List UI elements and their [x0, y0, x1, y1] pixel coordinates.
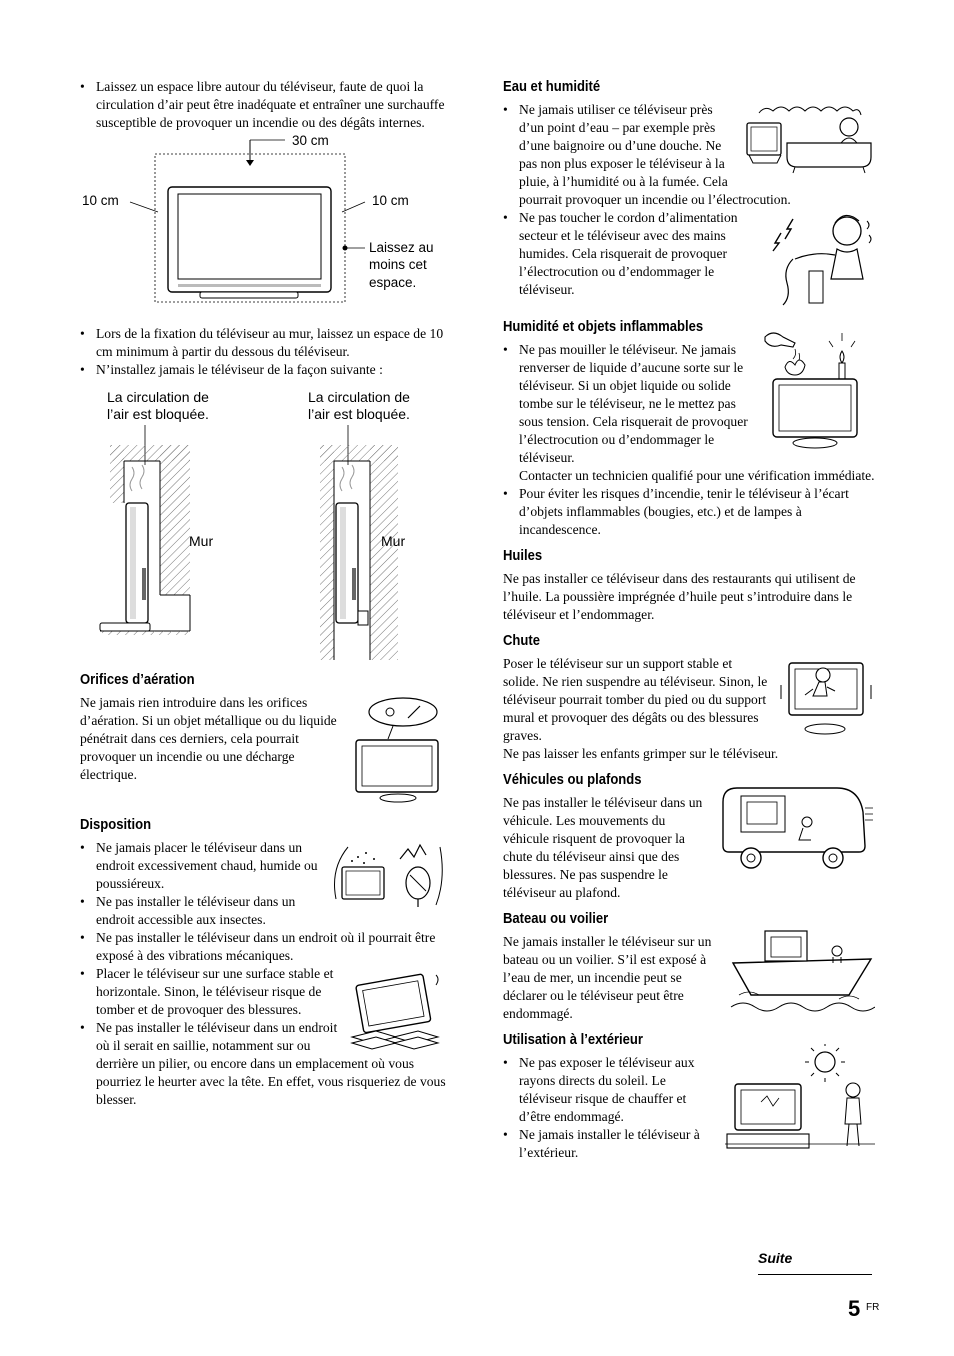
space-note-3: espace.: [369, 275, 417, 290]
humidite-bullet-1-extra: Contacter un technicien qualifié pour une vérification immédiate.: [519, 468, 875, 483]
caption-right-2: l’air est bloquée.: [308, 406, 410, 422]
exterieur-list: [503, 1054, 875, 1162]
disposition-bullet-3: • Ne pas installer le téléviseur dans un endroit où il pourrait être exposé à des vibrations mécaniques.: [80, 929, 448, 965]
humidite-list: [503, 341, 875, 539]
right-column: [503, 78, 875, 1162]
mount-list: [80, 325, 448, 379]
disposition-bullet-2: • Ne pas installer le téléviseur dans un endroit accessible aux insectes.: [80, 893, 448, 929]
heading-vehicules: Véhicules ou plafonds: [503, 772, 642, 788]
space-note-1: Laissez au: [369, 240, 434, 255]
caption-left-1: La circulation de: [107, 389, 209, 405]
intro-list: [80, 78, 448, 132]
heading-bateau: Bateau ou voilier: [503, 911, 609, 927]
section-huiles: [503, 547, 875, 624]
mount-bullet-2: • N’installez jamais le téléviseur de la façon suivante :: [80, 361, 448, 379]
eau-list: [503, 101, 875, 299]
vehicle-illustration: [715, 778, 875, 874]
boat-illustration: [729, 923, 875, 1019]
heading-orifices: Orifices d’aération: [80, 672, 195, 688]
caption-right-1: La circulation de: [308, 389, 410, 405]
humidite-bullet-1-text: Ne pas mouiller le téléviseur. Ne jamais renverser de liquide d’aucune sorte sur le téléviseur. Si un objet liquide ou solide tombe sur le téléviseur, ne le mettez pas sous tension. Cela risquerait de provoquer l’électrocution ou d’endommager le téléviseur.: [519, 342, 748, 465]
text-huiles: Ne pas installer ce téléviseur dans des restaurants qui utilisent de l’huile. La poussière imprégnée d’huile peut s’introduire dans le téléviseur et l’endommager.: [503, 571, 856, 622]
eau-bullet-2-text: Ne pas toucher le cordon d’alimentation secteur et le téléviseur avec des mains humides. Cela risquerait de provoquer l’électrocution ou d’endommager le téléviseur.: [519, 210, 738, 297]
text-orifices: Ne jamais rien introduire dans les orifices d’aération. Si un objet métallique ou du liquide pénétrait dans ces derniers, cela pourrait provoquer un incendie ou une décharge électrique.: [80, 695, 337, 782]
heading-exterieur: Utilisation à l’extérieur: [503, 1032, 643, 1048]
humidite-bullet-1: [503, 341, 875, 485]
section-vehicules: [503, 771, 875, 902]
section-bateau: [503, 910, 875, 1023]
exterieur-bullet-2: • Ne jamais installer le téléviseur à l’extérieur.: [503, 1126, 875, 1162]
section-humidite: [503, 318, 875, 539]
caption-left-2: l’air est bloquée.: [107, 406, 209, 422]
label-10cm-left: 10 cm: [82, 193, 119, 208]
wall-label-left: Mur: [189, 533, 214, 549]
humidite-bullet-2: • Pour éviter les risques d’incendie, tenir le téléviseur à l’écart d’objets inflammables (bougies, etc.) et de lampes à incandescence.: [503, 485, 875, 539]
text-vehicules: Ne pas installer le téléviseur dans un véhicule. Les mouvements du véhicule risquent de provoquer la chute du téléviseur ainsi que des blessures. Ne pas suspendre le téléviseur au plafond.: [503, 795, 703, 900]
text-chute-2: Ne pas laisser les enfants grimper sur le téléviseur.: [503, 746, 779, 761]
child-climbing-illustration: [775, 655, 875, 739]
section-exterieur: [503, 1031, 875, 1162]
wall-label-right: Mur: [381, 533, 406, 549]
disposition-bullet-1-text: Ne jamais placer le téléviseur dans un endroit excessivement chaud, humide ou poussiéreux.: [96, 840, 318, 891]
label-10cm-right: 10 cm: [372, 193, 409, 208]
heading-chute: Chute: [503, 633, 540, 649]
exterieur-bullet-1: [503, 1054, 875, 1126]
mount-bullet-1: • Lors de la fixation du téléviseur au mur, laissez un espace de 10 cm minimum à partir du dessous du téléviseur.: [80, 325, 448, 361]
heading-disposition: Disposition: [80, 817, 152, 833]
heading-eau: Eau et humidité: [503, 79, 601, 95]
label-30cm: 30 cm: [292, 133, 329, 148]
intro-bullet: • Laissez un espace libre autour du téléviseur, faute de quoi la circulation d’air peut être inadéquate et entraîner une surchauffe susceptible de provoquer un incendie ou des dégâts internes.: [80, 78, 448, 132]
continued-label: Suite: [758, 1248, 872, 1275]
page-language: FR: [866, 1302, 880, 1313]
wet-hands-illustration: [763, 211, 875, 307]
section-orifices: [80, 671, 448, 784]
eau-bullet-2: [503, 209, 875, 299]
section-disposition: [80, 816, 448, 1109]
section-chute: [503, 632, 875, 763]
text-chute: Poser le téléviseur sur un support stable et solide. Ne rien suspendre au téléviseur. Sinon, le téléviseur pourrait tomber du pied ou du support mural et provoquer des dégâts ou des blessures graves.: [503, 656, 768, 743]
eau-bullet-1-text: Ne jamais utiliser ce téléviseur près d’un point d’eau – par exemple près d’une baignoire ou d’une douche. Ne pas non plus exposer le téléviseur à la pluie, à l’humidité ou à la fumée. Cela pourrait provoquer un incendie ou l’électrocution.: [519, 102, 791, 207]
left-column: [80, 78, 448, 1109]
disposition-bullet-5: • Ne pas installer le téléviseur dans un endroit où il serait en saillie, notamment sur ou derrière un pilier, ou encore dans un emplacement où vous pourriez le heurter avec la tête. En effet, vous risqueriez de vous blesser.: [80, 1019, 448, 1109]
disposition-bullet-1: [80, 839, 448, 893]
eau-bullet-1: [503, 101, 875, 209]
bath-tv-illustration: [743, 101, 875, 177]
blocked-airflow-diagram: [80, 383, 448, 661]
section-eau: [503, 78, 875, 299]
text-bateau: Ne jamais installer le téléviseur sur un bateau ou un voilier. S’il est exposé à l’eau de mer, un incendie peut se déclarer ou le téléviseur peut être endommagé.: [503, 934, 712, 1021]
space-note-2: moins cet: [369, 257, 427, 272]
disposition-list: [80, 839, 448, 1109]
disposition-bullet-4: [80, 965, 448, 1019]
tv-spacing-diagram: [80, 132, 448, 312]
heading-humidite: Humidité et objets inflammables: [503, 319, 704, 335]
page-number: 5: [848, 1296, 861, 1321]
heading-huiles: Huiles: [503, 548, 543, 564]
disposition-bullet-4-text: Placer le téléviseur sur une surface stable et horizontale. Sinon, le téléviseur risque de tomber et de provoquer des blessures.: [96, 966, 334, 1017]
liquid-candle-illustration: [755, 327, 875, 451]
exterieur-bullet-1-text: Ne pas exposer le téléviseur aux rayons directs du soleil. Le téléviseur risque de chauffer et d’être endommagé.: [519, 1055, 695, 1124]
vent-tv-illustration: [348, 694, 448, 804]
